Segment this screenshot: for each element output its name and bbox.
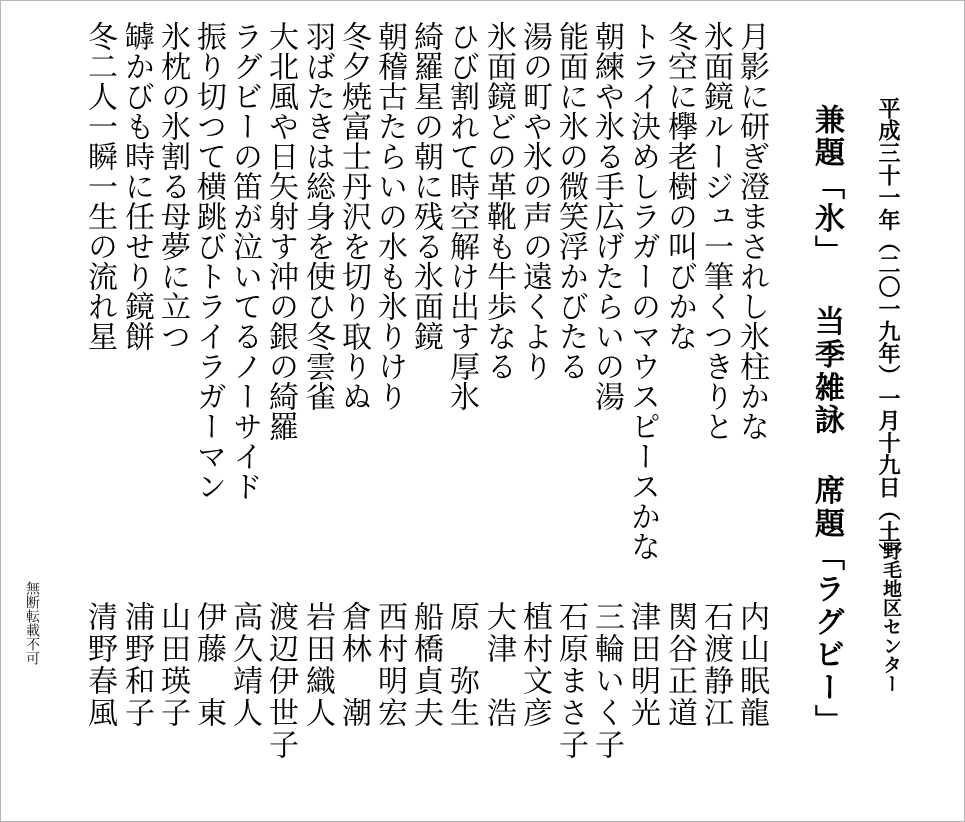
haiku-author: 渡辺伊世子	[263, 601, 298, 761]
haiku-text: ひび割れて時空解け出す厚氷	[444, 21, 479, 411]
meeting-place: 野毛地区センター	[880, 541, 902, 693]
haiku-text: 冬空に欅老樹の叫びかな	[662, 21, 697, 351]
haiku-text: 能面に氷の微笑浮かびたる	[553, 21, 588, 381]
haiku-author: 関谷正道	[662, 601, 697, 729]
haiku-text: 朝練や氷る手広げたらいの湯	[589, 21, 624, 411]
haiku-author: 清野春風	[82, 601, 117, 729]
haiku-author: 植村文彦	[517, 601, 552, 729]
haiku-text: 氷面鏡どの革靴も牛歩なる	[481, 21, 516, 381]
haiku-text: 罅かびも時に任せり鏡餅	[119, 21, 154, 351]
haiku-text: 冬夕焼富士丹沢を切り取りぬ	[336, 21, 371, 411]
haiku-author: 石原まさ子	[553, 601, 588, 761]
copyright-notice: 無断転載不可	[24, 581, 40, 665]
haiku-author: 原 弥生	[444, 601, 479, 729]
haiku-author: 浦野和子	[119, 601, 154, 729]
haiku-author: 津田明光	[625, 601, 660, 729]
haiku-text: 振り切つて横跳びトライラガーマン	[191, 21, 226, 501]
haiku-author: 石渡静江	[698, 601, 733, 729]
haiku-text: 大北風や日矢射す沖の銀の綺羅	[263, 21, 298, 441]
haiku-list	[1, 1, 964, 821]
haiku-text: 冬二人一瞬一生の流れ星	[82, 21, 117, 351]
haiku-author: 岩田織人	[300, 601, 335, 729]
haiku-text: トライ決めしラガーのマウスピースかな	[625, 21, 660, 561]
haiku-author: 船橋貞夫	[408, 601, 443, 729]
haiku-text: 朝稽古たらいの水も氷りけり	[372, 21, 407, 411]
haiku-text: 月影に研ぎ澄まされし氷柱かな	[734, 21, 769, 441]
haiku-text: 氷面鏡ルージュ一筆くつきりと	[698, 21, 733, 441]
haiku-author: 内山眠龍	[734, 601, 769, 729]
meeting-subject: 兼題「氷」 当季雑詠 席題「ラグビー」	[809, 104, 844, 738]
haiku-author: 倉林 潮	[336, 601, 371, 729]
haiku-text: ラグビーの笛が泣いてるノーサイド	[227, 21, 262, 501]
haiku-author: 高久靖人	[227, 601, 262, 729]
haiku-author: 西村明宏	[372, 601, 407, 729]
haiku-text: 羽ばたきは総身を使ひ冬雲雀	[300, 21, 335, 411]
haiku-text: 綺羅星の朝に残る氷面鏡	[408, 21, 443, 351]
haiku-author: 三輪いく子	[589, 601, 624, 761]
haiku-author: 大津 浩	[481, 601, 516, 729]
haiku-text: 湯の町や氷の声の遠くより	[517, 21, 552, 381]
haiku-text: 氷枕の氷割る母夢に立つ	[155, 21, 190, 351]
haiku-author: 伊藤 東	[191, 601, 226, 729]
meeting-date: 平成三十一年（二〇一九年）一月十九日（土）	[875, 97, 901, 566]
haiku-author: 山田瑛子	[155, 601, 190, 729]
